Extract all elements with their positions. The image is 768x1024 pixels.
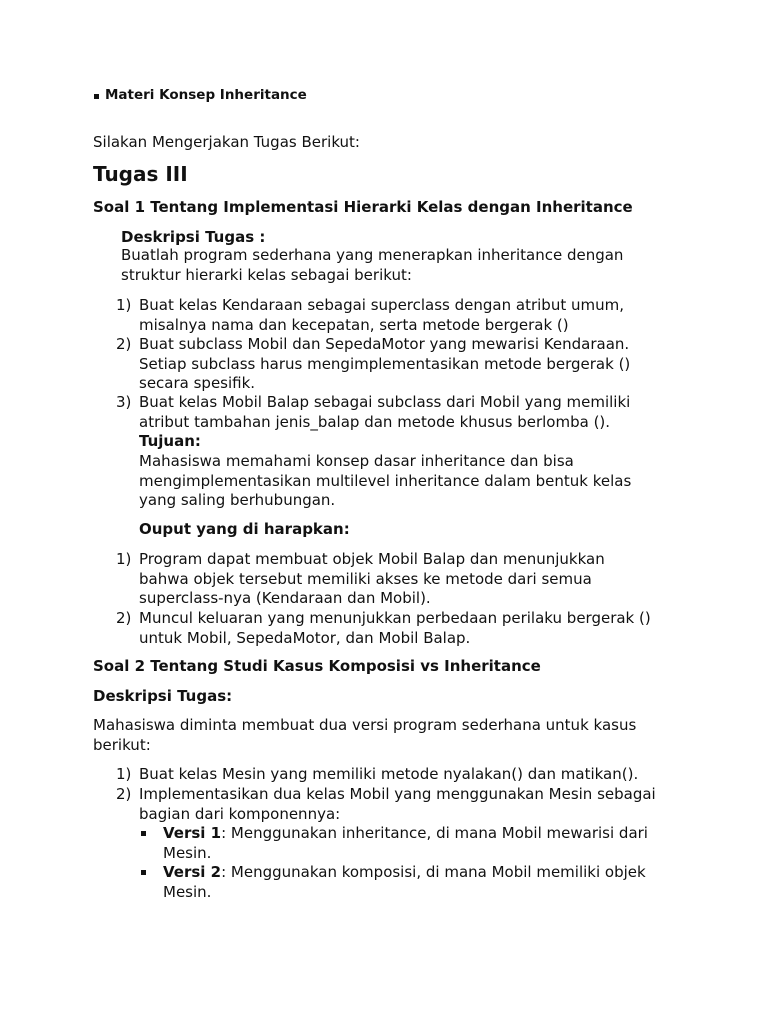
version-item: Versi 2: Menggunakan komposisi, di mana Mobil memiliki objek Mesin. [163, 863, 646, 901]
list-item: Buat kelas Mesin yang memiliki metode nyalakan() dan matikan(). [139, 765, 639, 783]
soal1-desc-label: Deskripsi Tugas : [121, 228, 266, 246]
page-title: Tugas III [93, 162, 188, 186]
soal1-heading: Soal 1 Tentang Implementasi Hierarki Kelas dengan Inheritance [93, 198, 633, 216]
square-bullet-icon [94, 94, 99, 99]
version-item: Versi 1: Menggunakan inheritance, di mana Mobil mewarisi dari Mesin. [163, 824, 648, 862]
list-number: 2) [116, 609, 132, 627]
list-number: 1) [116, 296, 132, 314]
list-number: 1) [116, 550, 132, 568]
list-item: Implementasikan dua kelas Mobil yang menggunakan Mesin sebagai bagian dari komponennya: [139, 785, 656, 823]
tujuan-label: Tujuan: [139, 432, 201, 450]
materi-label: Materi Konsep Inheritance [105, 87, 307, 103]
soal2-heading: Soal 2 Tentang Studi Kasus Komposisi vs Inheritance [93, 657, 541, 675]
soal2-desc-text: Mahasiswa diminta membuat dua versi program sederhana untuk kasus berikut: [93, 716, 637, 754]
square-bullet-icon [141, 831, 146, 836]
list-item: Program dapat membuat objek Mobil Balap dan menunjukkan bahwa objek tersebut memiliki akses ke metode dari semua superclass-nya (Kendaraan dan Mobil). [139, 550, 605, 608]
list-number: 1) [116, 765, 132, 783]
output-label: Ouput yang di harapkan: [139, 520, 350, 538]
tujuan-text: Mahasiswa memahami konsep dasar inheritance dan bisa mengimplementasikan multilevel inheritance dalam bentuk kelas yang saling berhubungan. [139, 452, 632, 510]
square-bullet-icon [141, 870, 146, 875]
list-item: Buat kelas Mobil Balap sebagai subclass dari Mobil yang memiliki atribut tambahan jenis_balap dan metode khusus berlomba (). [139, 393, 631, 431]
soal2-desc-label: Deskripsi Tugas: [93, 687, 233, 705]
list-number: 3) [116, 393, 132, 411]
list-item: Muncul keluaran yang menunjukkan perbedaan perilaku bergerak () untuk Mobil, SepedaMotor, dan Mobil Balap. [139, 609, 651, 647]
list-number: 2) [116, 785, 132, 803]
soal1-desc-text: Buatlah program sederhana yang menerapkan inheritance dengan struktur hierarki kelas sebagai berikut: [121, 246, 624, 284]
intro-text: Silakan Mengerjakan Tugas Berikut: [93, 133, 360, 151]
list-item: Buat subclass Mobil dan SepedaMotor yang mewarisi Kendaraan. Setiap subclass harus mengimplementasikan metode bergerak () secara spesifik. [139, 335, 631, 393]
list-number: 2) [116, 335, 132, 353]
list-item: Buat kelas Kendaraan sebagai superclass dengan atribut umum, misalnya nama dan kecepatan, serta metode bergerak () [139, 296, 624, 334]
